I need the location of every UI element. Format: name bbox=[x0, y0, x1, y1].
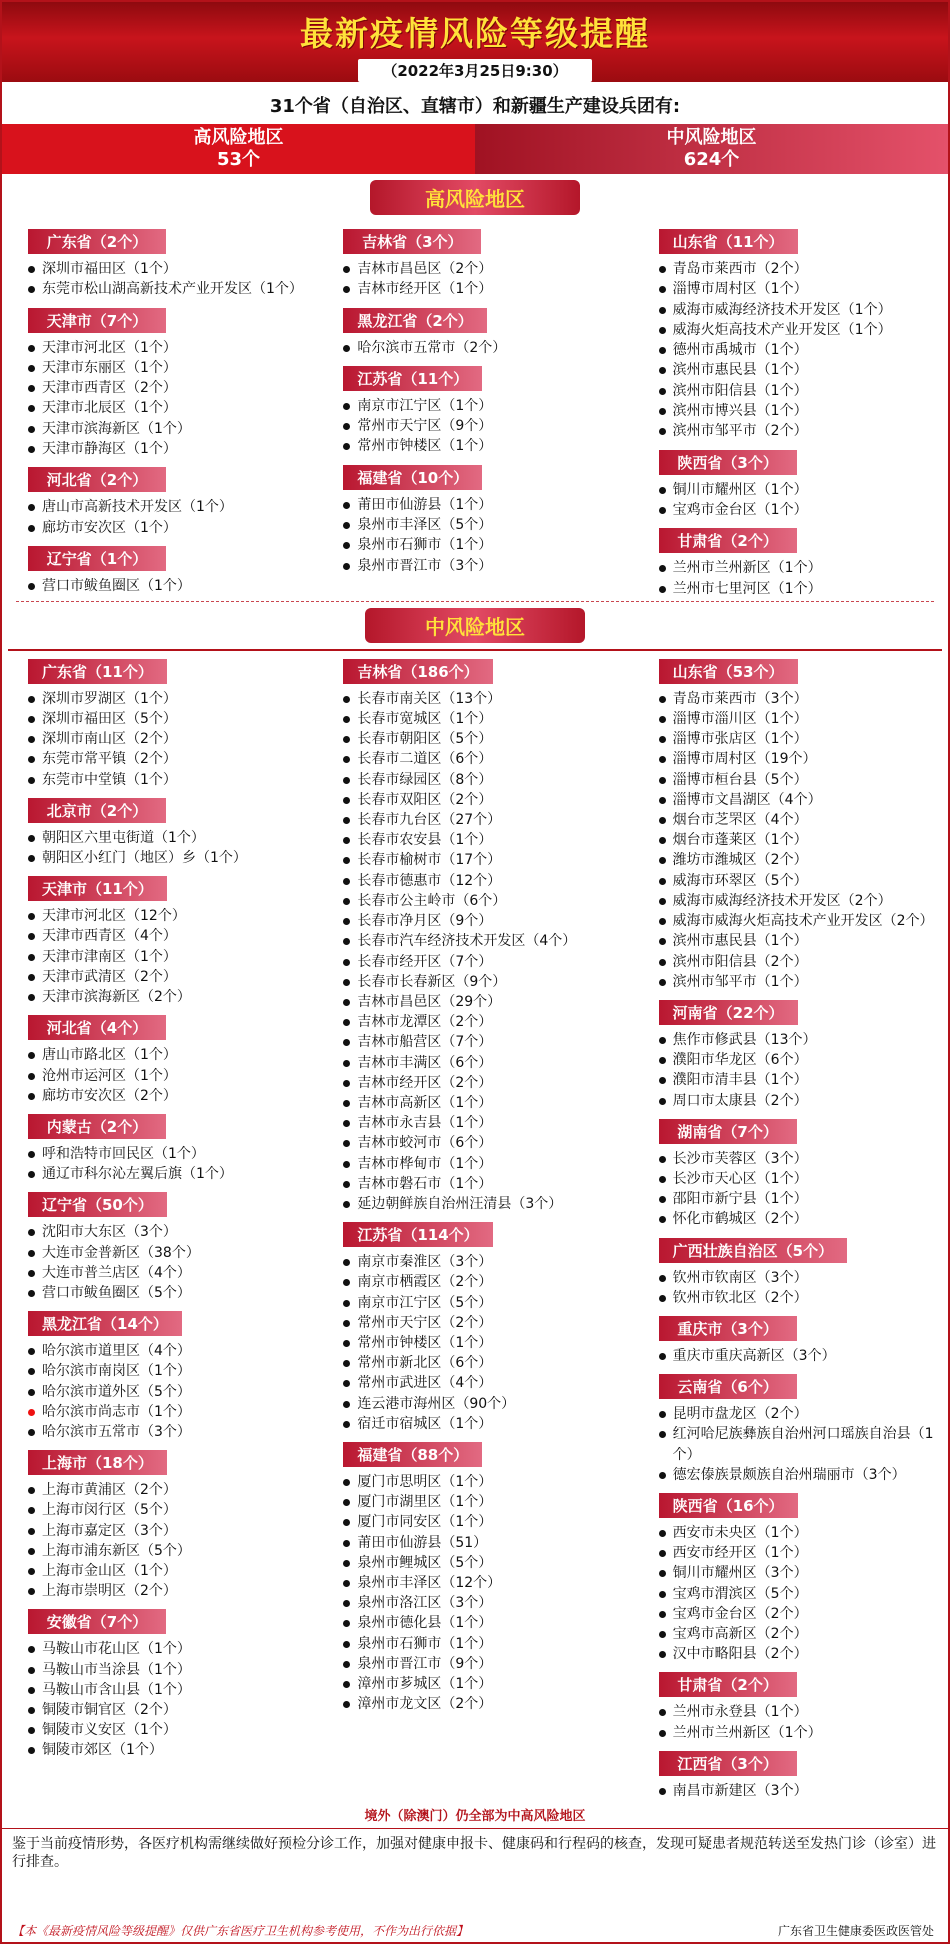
area-list-item: 哈尔滨市五常市（2个） bbox=[343, 338, 624, 358]
totals-bar bbox=[2, 124, 948, 174]
area-list-item: 邵阳市新宁县（1个） bbox=[659, 1189, 940, 1209]
area-list-item: 吉林市经开区（1个） bbox=[343, 279, 624, 299]
area-list-item: 莆田市仙游县（51） bbox=[343, 1533, 624, 1553]
area-list-item: 长沙市天心区（1个） bbox=[659, 1169, 940, 1189]
area-list-item: 哈尔滨市南岗区（1个） bbox=[28, 1361, 309, 1381]
area-list-item: 铜陵市郊区（1个） bbox=[28, 1740, 309, 1760]
area-list-item: 天津市西青区（4个） bbox=[28, 926, 309, 946]
overseas-note: 境外（除澳门）仍全部为中高风险地区 bbox=[364, 1808, 586, 1824]
area-list-item: 淄博市张店区（1个） bbox=[659, 729, 940, 749]
area-list-item: 威海市环翠区（5个） bbox=[659, 871, 940, 891]
area-list-item: 兰州市七里河区（1个） bbox=[659, 579, 940, 599]
area-list-item: 吉林市昌邑区（29个） bbox=[343, 992, 624, 1012]
area-list-item: 吉林市桦甸市（1个） bbox=[343, 1154, 624, 1174]
area-list-item: 长春市南关区（13个） bbox=[343, 689, 624, 709]
area-list-item: 烟台市蓬莱区（1个） bbox=[659, 830, 940, 850]
area-list-item: 汉中市略阳县（2个） bbox=[659, 1644, 940, 1664]
area-list-item: 怀化市鹤城区（2个） bbox=[659, 1209, 940, 1229]
area-list-item: 吉林市蛟河市（6个） bbox=[343, 1133, 624, 1153]
area-list-item: 马鞍山市花山区（1个） bbox=[28, 1639, 309, 1659]
mid-risk-label: 中风险地区 bbox=[666, 127, 757, 148]
area-list-item: 周口市太康县（2个） bbox=[659, 1091, 940, 1111]
area-list-item: 南京市秦淮区（3个） bbox=[343, 1252, 624, 1272]
mid-column bbox=[2, 651, 317, 1801]
date-badge: （2022年3月25日9:30） bbox=[358, 59, 591, 82]
province-header: 天津市（11个） bbox=[28, 876, 167, 901]
area-list-item: 长春市德惠市（12个） bbox=[343, 871, 624, 891]
province-header: 山东省（53个） bbox=[659, 659, 798, 684]
area-list-item: 泉州市晋江市（9个） bbox=[343, 1654, 624, 1674]
area-list-item: 马鞍山市当涂县（1个） bbox=[28, 1660, 309, 1680]
issuer: 广东省卫生健康委医政医管处 bbox=[777, 1924, 934, 1938]
province-header: 北京市（2个） bbox=[28, 798, 166, 823]
area-list-item: 朝阳区小红门（地区）乡（1个） bbox=[28, 848, 309, 868]
area-list-item: 青岛市莱西市（3个） bbox=[659, 689, 940, 709]
area-list-item: 青岛市莱西市（2个） bbox=[659, 259, 940, 279]
area-list-item: 昆明市盘龙区（2个） bbox=[659, 1404, 940, 1424]
area-list-item: 通辽市科尔沁左翼后旗（1个） bbox=[28, 1164, 309, 1184]
area-list-item: 常州市钟楼区（1个） bbox=[343, 436, 624, 456]
area-list-item: 南昌市新建区（3个） bbox=[659, 1781, 940, 1801]
area-list-item: 泉州市丰泽区（5个） bbox=[343, 515, 624, 535]
area-list-item: 潍坊市潍城区（2个） bbox=[659, 850, 940, 870]
area-list-item: 深圳市南山区（2个） bbox=[28, 729, 309, 749]
area-list-item: 吉林市永吉县（1个） bbox=[343, 1113, 624, 1133]
province-header: 河南省（22个） bbox=[659, 1000, 798, 1025]
area-list-item: 漳州市龙文区（2个） bbox=[343, 1694, 624, 1714]
area-list-item: 常州市钟楼区（1个） bbox=[343, 1333, 624, 1353]
area-list-item: 上海市崇明区（2个） bbox=[28, 1581, 309, 1601]
area-list-item: 长沙市芙蓉区（3个） bbox=[659, 1149, 940, 1169]
area-list-item: 淄博市淄川区（1个） bbox=[659, 709, 940, 729]
summary-subtitle: 31个省（自治区、直辖市）和新疆生产建设兵团有: bbox=[269, 96, 681, 117]
area-list-item: 淄博市桓台县（5个） bbox=[659, 770, 940, 790]
high-column bbox=[2, 221, 317, 599]
high-risk-total bbox=[2, 124, 475, 174]
area-list-item: 威海市威海经济技术开发区（1个） bbox=[659, 300, 940, 320]
area-list-item: 德州市禹城市（1个） bbox=[659, 340, 940, 360]
area-list-item: 威海市威海火炬高技术产业开发区（2个） bbox=[659, 911, 940, 931]
page-title: 最新疫情风险等级提醒 bbox=[300, 14, 650, 53]
header-banner bbox=[2, 2, 948, 82]
province-header: 吉林省（3个） bbox=[343, 229, 481, 254]
area-list-item: 淄博市文昌湖区（4个） bbox=[659, 790, 940, 810]
province-header: 广东省（11个） bbox=[28, 659, 167, 684]
province-header: 辽宁省（50个） bbox=[28, 1192, 167, 1217]
province-header: 福建省（10个） bbox=[343, 465, 482, 490]
area-list-item: 常州市武进区（4个） bbox=[343, 1373, 624, 1393]
high-risk-columns bbox=[2, 221, 948, 599]
area-list-item: 长春市宽城区（1个） bbox=[343, 709, 624, 729]
section-divider bbox=[16, 601, 934, 602]
province-header: 重庆市（3个） bbox=[659, 1316, 797, 1341]
area-list-item: 烟台市芝罘区（4个） bbox=[659, 810, 940, 830]
area-list-item: 厦门市同安区（1个） bbox=[343, 1512, 624, 1532]
area-list-item: 上海市金山区（1个） bbox=[28, 1561, 309, 1581]
area-list-item: 厦门市思明区（1个） bbox=[343, 1472, 624, 1492]
area-list-item: 廊坊市安次区（2个） bbox=[28, 1086, 309, 1106]
area-list-item: 兰州市永登县（1个） bbox=[659, 1702, 940, 1722]
area-list-item: 东莞市松山湖高新技术产业开发区（1个） bbox=[28, 279, 309, 299]
mid-risk-total bbox=[475, 124, 948, 174]
province-header: 黑龙江省（14个） bbox=[28, 1311, 182, 1336]
area-list-item: 吉林市昌邑区（2个） bbox=[343, 259, 624, 279]
area-list-item: 淄博市周村区（19个） bbox=[659, 749, 940, 769]
province-header: 江西省（3个） bbox=[659, 1751, 797, 1776]
area-list-item: 天津市北辰区（1个） bbox=[28, 398, 309, 418]
province-header: 福建省（88个） bbox=[343, 1442, 482, 1467]
area-list-item: 吉林市磐石市（1个） bbox=[343, 1174, 624, 1194]
area-list-item: 长春市农安县（1个） bbox=[343, 830, 624, 850]
area-list-item: 深圳市福田区（1个） bbox=[28, 259, 309, 279]
mid-column bbox=[317, 651, 632, 1801]
area-list-item: 长春市长春新区（9个） bbox=[343, 972, 624, 992]
area-list-item: 滨州市邹平市（1个） bbox=[659, 972, 940, 992]
area-list-item: 铜陵市义安区（1个） bbox=[28, 1720, 309, 1740]
area-list-item: 深圳市罗湖区（1个） bbox=[28, 689, 309, 709]
area-list-item: 兰州市兰州新区（1个） bbox=[659, 1723, 940, 1743]
province-header: 黑龙江省（2个） bbox=[343, 308, 486, 333]
footer-bar bbox=[2, 1920, 948, 1942]
area-list-item: 沈阳市大东区（3个） bbox=[28, 1222, 309, 1242]
area-list-item: 常州市天宁区（2个） bbox=[343, 1313, 624, 1333]
area-list-item: 南京市栖霞区（2个） bbox=[343, 1272, 624, 1292]
area-list-item: 泉州市石狮市（1个） bbox=[343, 535, 624, 555]
province-header: 上海市（18个） bbox=[28, 1450, 167, 1475]
area-list-item: 长春市绿园区（8个） bbox=[343, 770, 624, 790]
area-list-item: 厦门市湖里区（1个） bbox=[343, 1492, 624, 1512]
area-list-item: 钦州市钦北区（2个） bbox=[659, 1288, 940, 1308]
area-list-item: 天津市武清区（2个） bbox=[28, 967, 309, 987]
area-list-item: 唐山市高新技术开发区（1个） bbox=[28, 497, 309, 517]
area-list-item: 泉州市德化县（1个） bbox=[343, 1613, 624, 1633]
area-list-item: 沧州市运河区（1个） bbox=[28, 1066, 309, 1086]
area-list-item: 濮阳市清丰县（1个） bbox=[659, 1070, 940, 1090]
area-list-item: 常州市新北区（6个） bbox=[343, 1353, 624, 1373]
area-list-item: 唐山市路北区（1个） bbox=[28, 1045, 309, 1065]
area-list-item: 天津市津南区（1个） bbox=[28, 947, 309, 967]
area-list-item: 长春市九台区（27个） bbox=[343, 810, 624, 830]
area-list-item: 天津市河北区（1个） bbox=[28, 338, 309, 358]
area-list-item: 哈尔滨市尚志市（1个） bbox=[28, 1402, 309, 1422]
mid-risk-section-title: 中风险地区 bbox=[365, 608, 585, 643]
high-column bbox=[317, 221, 632, 599]
area-list-item: 泉州市晋江市（3个） bbox=[343, 556, 624, 576]
area-list-item: 德宏傣族景颇族自治州瑞丽市（3个） bbox=[659, 1465, 940, 1485]
area-list-item: 深圳市福田区（5个） bbox=[28, 709, 309, 729]
area-list-item: 淄博市周村区（1个） bbox=[659, 279, 940, 299]
province-header: 河北省（2个） bbox=[28, 467, 166, 492]
area-list-item: 重庆市重庆高新区（3个） bbox=[659, 1346, 940, 1366]
area-list-item: 宝鸡市金台区（2个） bbox=[659, 1604, 940, 1624]
area-list-item: 泉州市石狮市（1个） bbox=[343, 1634, 624, 1654]
area-list-item: 铜川市耀州区（3个） bbox=[659, 1563, 940, 1583]
province-header: 广东省（2个） bbox=[28, 229, 166, 254]
area-list-item: 吉林市丰满区（6个） bbox=[343, 1053, 624, 1073]
area-list-item: 威海市威海经济技术开发区（2个） bbox=[659, 891, 940, 911]
high-risk-section-title: 高风险地区 bbox=[370, 180, 580, 215]
area-list-item: 上海市浦东新区（5个） bbox=[28, 1541, 309, 1561]
area-list-item: 西安市未央区（1个） bbox=[659, 1523, 940, 1543]
area-list-item: 南京市江宁区（5个） bbox=[343, 1293, 624, 1313]
mid-column bbox=[633, 651, 948, 1801]
province-header: 云南省（6个） bbox=[659, 1374, 797, 1399]
area-list-item: 濮阳市华龙区（6个） bbox=[659, 1050, 940, 1070]
area-list-item: 长春市二道区（6个） bbox=[343, 749, 624, 769]
area-list-item: 上海市黄浦区（2个） bbox=[28, 1480, 309, 1500]
province-header: 江苏省（114个） bbox=[343, 1222, 492, 1247]
province-header: 吉林省（186个） bbox=[343, 659, 492, 684]
area-list-item: 东莞市中堂镇（1个） bbox=[28, 770, 309, 790]
area-list-item: 天津市东丽区（1个） bbox=[28, 358, 309, 378]
area-list-item: 泉州市丰泽区（12个） bbox=[343, 1573, 624, 1593]
area-list-item: 营口市鲅鱼圈区（1个） bbox=[28, 576, 309, 596]
area-list-item: 莆田市仙游县（1个） bbox=[343, 495, 624, 515]
area-list-item: 大连市金普新区（38个） bbox=[28, 1243, 309, 1263]
area-list-item: 滨州市阳信县（1个） bbox=[659, 381, 940, 401]
area-list-item: 长春市经开区（7个） bbox=[343, 952, 624, 972]
province-header: 广西壮族自治区（5个） bbox=[659, 1238, 847, 1263]
area-list-item: 宿迁市宿城区（1个） bbox=[343, 1414, 624, 1434]
area-list-item: 上海市闵行区（5个） bbox=[28, 1500, 309, 1520]
area-list-item: 天津市滨海新区（1个） bbox=[28, 419, 309, 439]
province-header: 天津市（7个） bbox=[28, 308, 166, 333]
area-list-item: 上海市嘉定区（3个） bbox=[28, 1521, 309, 1541]
area-list-item: 泉州市洛江区（3个） bbox=[343, 1593, 624, 1613]
province-header: 辽宁省（1个） bbox=[28, 546, 166, 571]
area-list-item: 天津市西青区（2个） bbox=[28, 378, 309, 398]
area-list-item: 天津市静海区（1个） bbox=[28, 439, 309, 459]
area-list-item: 泉州市鲤城区（5个） bbox=[343, 1553, 624, 1573]
province-header: 甘肃省（2个） bbox=[659, 1672, 797, 1697]
area-list-item: 营口市鲅鱼圈区（5个） bbox=[28, 1283, 309, 1303]
area-list-item: 滨州市惠民县（1个） bbox=[659, 360, 940, 380]
high-risk-label: 高风险地区 bbox=[193, 127, 284, 148]
area-list-item: 哈尔滨市五常市（3个） bbox=[28, 1422, 309, 1442]
area-list-item: 钦州市钦南区（3个） bbox=[659, 1268, 940, 1288]
area-list-item: 长春市双阳区（2个） bbox=[343, 790, 624, 810]
area-list-item: 大连市普兰店区（4个） bbox=[28, 1263, 309, 1283]
area-list-item: 吉林市高新区（1个） bbox=[343, 1093, 624, 1113]
province-header: 内蒙古（2个） bbox=[28, 1114, 166, 1139]
area-list-item: 滨州市邹平市（2个） bbox=[659, 421, 940, 441]
province-header: 陕西省（3个） bbox=[659, 450, 797, 475]
area-list-item: 兰州市兰州新区（1个） bbox=[659, 558, 940, 578]
disclaimer: 【本《最新疫情风险等级提醒》仅供广东省医疗卫生机构参考使用，不作为出行依据】 bbox=[12, 1924, 469, 1938]
province-header: 陕西省（16个） bbox=[659, 1493, 798, 1518]
province-header: 湖南省（7个） bbox=[659, 1119, 797, 1144]
area-list-item: 宝鸡市高新区（2个） bbox=[659, 1624, 940, 1644]
area-list-item: 铜川市耀州区（1个） bbox=[659, 480, 940, 500]
area-list-item: 长春市汽车经济技术开发区（4个） bbox=[343, 931, 624, 951]
area-list-item: 威海火炬高技术产业开发区（1个） bbox=[659, 320, 940, 340]
area-list-item: 漳州市芗城区（1个） bbox=[343, 1674, 624, 1694]
mid-risk-columns bbox=[2, 651, 948, 1801]
high-risk-count: 53个 bbox=[216, 149, 261, 170]
area-list-item: 延边朝鲜族自治州汪清县（3个） bbox=[343, 1194, 624, 1214]
province-header: 江苏省（11个） bbox=[343, 366, 482, 391]
advice-text: 鉴于当前疫情形势，各医疗机构需继续做好预检分诊工作，加强对健康申报卡、健康码和行程码的核查，发现可疑患者规范转送至发热门诊（诊室）进行排查。 bbox=[2, 1828, 948, 1871]
area-list-item: 朝阳区六里屯街道（1个） bbox=[28, 828, 309, 848]
area-list-item: 焦作市修武县（13个） bbox=[659, 1030, 940, 1050]
area-list-item: 天津市河北区（12个） bbox=[28, 906, 309, 926]
area-list-item: 滨州市惠民县（1个） bbox=[659, 931, 940, 951]
area-list-item: 东莞市常平镇（2个） bbox=[28, 749, 309, 769]
area-list-item: 吉林市龙潭区（2个） bbox=[343, 1012, 624, 1032]
area-list-item: 滨州市博兴县（1个） bbox=[659, 401, 940, 421]
area-list-item: 宝鸡市金台区（1个） bbox=[659, 500, 940, 520]
area-list-item: 滨州市阳信县（2个） bbox=[659, 952, 940, 972]
area-list-item: 南京市江宁区（1个） bbox=[343, 396, 624, 416]
area-list-item: 长春市朝阳区（5个） bbox=[343, 729, 624, 749]
province-header: 山东省（11个） bbox=[659, 229, 798, 254]
area-list-item: 长春市榆树市（17个） bbox=[343, 850, 624, 870]
mid-risk-count: 624个 bbox=[683, 149, 740, 170]
area-list-item: 天津市滨海新区（2个） bbox=[28, 987, 309, 1007]
area-list-item: 吉林市船营区（7个） bbox=[343, 1032, 624, 1052]
area-list-item: 呼和浩特市回民区（1个） bbox=[28, 1144, 309, 1164]
province-header: 安徽省（7个） bbox=[28, 1609, 166, 1634]
area-list-item: 吉林市经开区（2个） bbox=[343, 1073, 624, 1093]
province-header: 甘肃省（2个） bbox=[659, 528, 797, 553]
high-column bbox=[633, 221, 948, 599]
area-list-item: 宝鸡市渭滨区（5个） bbox=[659, 1584, 940, 1604]
area-list-item: 哈尔滨市道外区（5个） bbox=[28, 1382, 309, 1402]
area-list-item: 西安市经开区（1个） bbox=[659, 1543, 940, 1563]
area-list-item: 常州市天宁区（9个） bbox=[343, 416, 624, 436]
area-list-item: 马鞍山市含山县（1个） bbox=[28, 1680, 309, 1700]
area-list-item: 长春市净月区（9个） bbox=[343, 911, 624, 931]
area-list-item: 连云港市海州区（90个） bbox=[343, 1394, 624, 1414]
area-list-item: 铜陵市铜官区（2个） bbox=[28, 1700, 309, 1720]
province-header: 河北省（4个） bbox=[28, 1015, 166, 1040]
area-list-item: 廊坊市安次区（1个） bbox=[28, 518, 309, 538]
area-list-item: 红河哈尼族彝族自治州河口瑶族自治县（1个） bbox=[659, 1424, 940, 1464]
area-list-item: 哈尔滨市道里区（4个） bbox=[28, 1341, 309, 1361]
area-list-item: 长春市公主岭市（6个） bbox=[343, 891, 624, 911]
